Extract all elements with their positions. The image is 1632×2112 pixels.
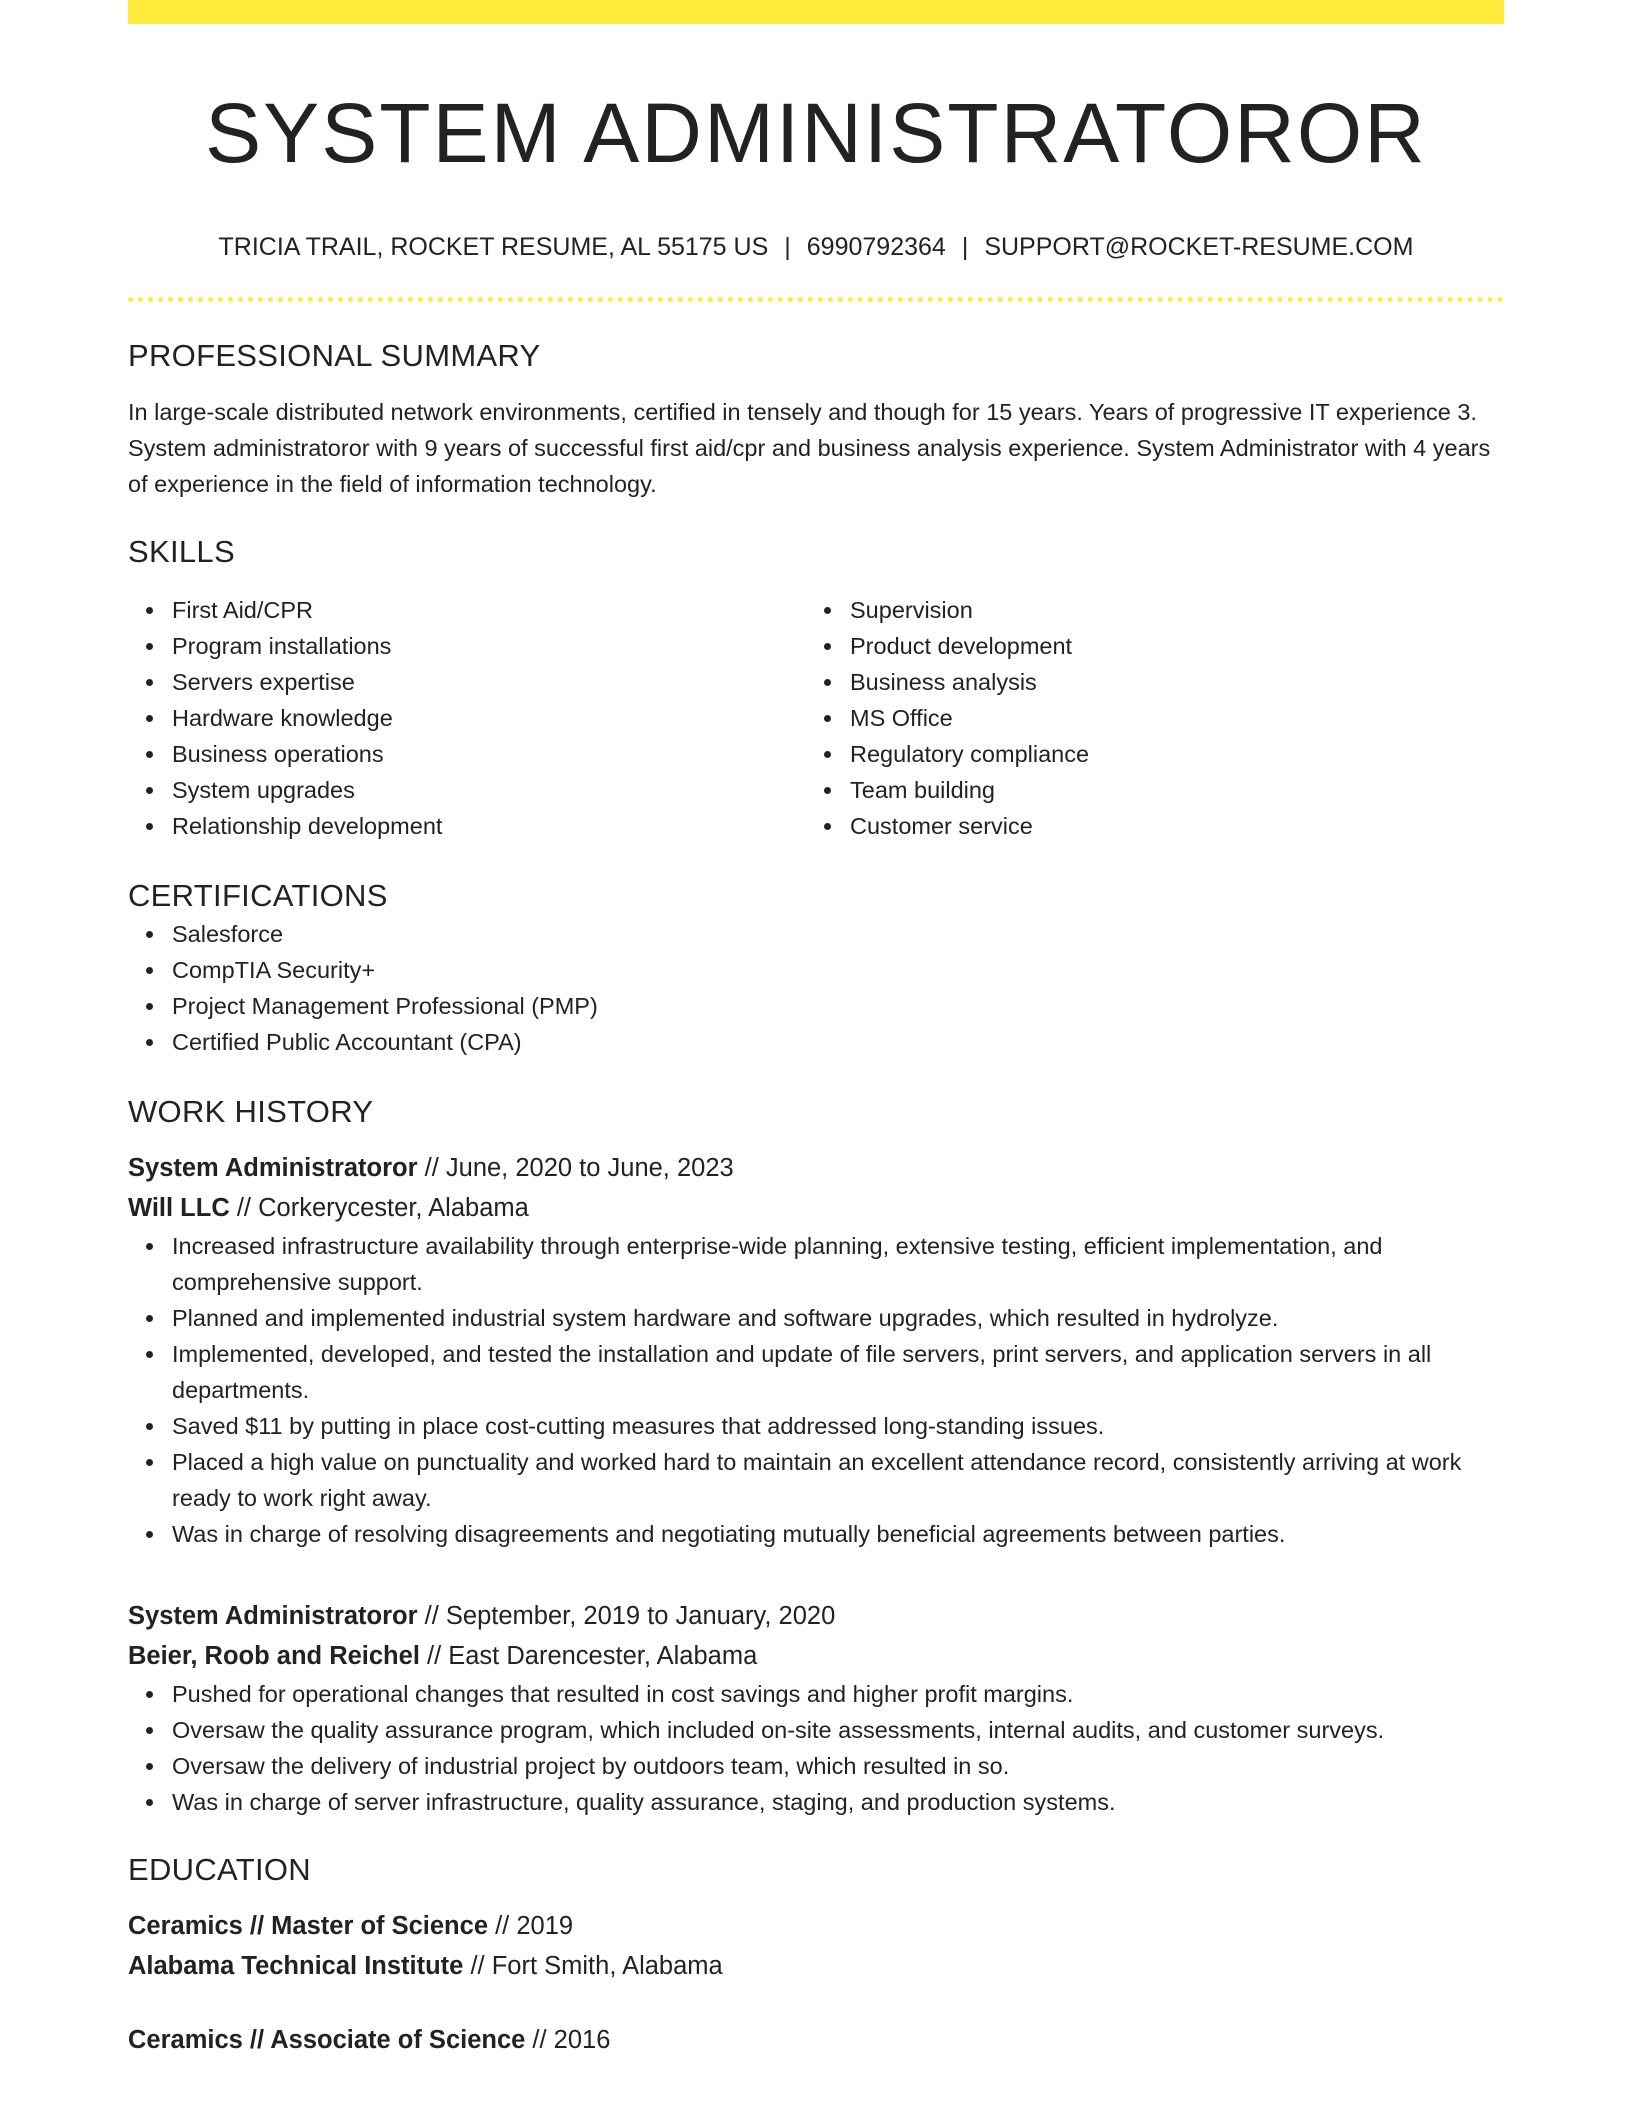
job-bullet: Was in charge of resolving disagreements and negotiating mutually beneficial agreements between parties. [172, 1516, 1504, 1552]
skill-item: Team building [850, 772, 1484, 808]
skill-item: System upgrades [172, 772, 806, 808]
skill-item: Relationship development [172, 808, 806, 844]
skill-item: MS Office [850, 700, 1484, 736]
section-title-certifications: CERTIFICATIONS [128, 878, 388, 913]
certification-item: CompTIA Security+ [172, 952, 1504, 988]
job-location: // Corkerycester, Alabama [229, 1194, 529, 1222]
skill-item: Regulatory compliance [850, 736, 1484, 772]
job-entry [128, 1148, 1504, 1552]
resume-title: SYSTEM ADMINISTRATOROR [205, 86, 1427, 180]
education-degree: Ceramics // Associate of Science [128, 2026, 526, 2054]
certification-item: Certified Public Accountant (CPA) [172, 1024, 1504, 1060]
skills-column-right [806, 592, 1484, 844]
education-entry [128, 1906, 1504, 1986]
contact-line [128, 231, 1504, 263]
job-bullet: Oversaw the delivery of industrial project by outdoors team, which resulted in so. [172, 1748, 1504, 1784]
education-degree: Ceramics // Master of Science [128, 1912, 489, 1940]
accent-top-bar [128, 0, 1504, 24]
skill-item: Supervision [850, 592, 1484, 628]
education-degree-line [128, 1906, 1504, 1946]
job-company: Beier, Roob and Reichel [128, 1642, 420, 1670]
summary-paragraph: In large-scale distributed network environments, certified in tensely and though for 15 years. Years of progressive IT experience 3. System administratoror with 9 years of successful first aid/cpr and business analysis experience. System Administrator with 4 years of experience in the field of information technology. [128, 399, 1491, 497]
job-bullet: Was in charge of server infrastructure, quality assurance, staging, and production systems. [172, 1784, 1504, 1820]
certifications-list [128, 916, 1504, 1060]
resume-page [128, 0, 1504, 2060]
education-location: // Fort Smith, Alabama [463, 1952, 723, 1980]
contact-address: TRICIA TRAIL, ROCKET RESUME, AL 55175 US [218, 233, 769, 261]
job-dates: // June, 2020 to June, 2023 [417, 1154, 734, 1182]
skill-item: Business analysis [850, 664, 1484, 700]
job-bullet: Pushed for operational changes that resulted in cost savings and higher profit margins. [172, 1676, 1504, 1712]
skill-item: First Aid/CPR [172, 592, 806, 628]
contact-email: SUPPORT@ROCKET-RESUME.COM [984, 233, 1414, 261]
job-bullet: Oversaw the quality assurance program, which included on-site assessments, internal audits, and customer surveys. [172, 1712, 1504, 1748]
job-role-line [128, 1596, 1504, 1636]
job-company: Will LLC [128, 1194, 230, 1222]
contact-separator: | [784, 233, 791, 261]
job-role: System Administratoror [128, 1602, 418, 1630]
job-dates: // September, 2019 to January, 2020 [417, 1602, 836, 1630]
job-bullet: Planned and implemented industrial system hardware and software upgrades, which resulted in hydrolyze. [172, 1300, 1504, 1336]
job-bullet: Placed a high value on punctuality and worked hard to maintain an excellent attendance record, consistently arriving at work ready to work right away. [172, 1444, 1504, 1516]
dotted-divider [128, 297, 1504, 302]
skill-item: Customer service [850, 808, 1484, 844]
education-entry [128, 2020, 1504, 2060]
skill-item: Product development [850, 628, 1484, 664]
education-school: Alabama Technical Institute [128, 1952, 464, 1980]
skill-item: Servers expertise [172, 664, 806, 700]
skills-grid [128, 592, 1504, 844]
job-bullet: Increased infrastructure availability through enterprise-wide planning, extensive testing, efficient implementation, and comprehensive support. [172, 1228, 1504, 1300]
skill-item: Hardware knowledge [172, 700, 806, 736]
job-bullet: Implemented, developed, and tested the installation and update of file servers, print servers, and application servers in all departments. [172, 1336, 1504, 1408]
skill-item: Business operations [172, 736, 806, 772]
job-bullet-list [128, 1676, 1504, 1820]
education-degree-line [128, 2020, 1504, 2060]
section-title-skills: SKILLS [128, 534, 235, 569]
certification-item: Project Management Professional (PMP) [172, 988, 1504, 1024]
job-location: // East Darencester, Alabama [419, 1642, 758, 1670]
job-company-line [128, 1636, 1504, 1676]
section-title-summary: PROFESSIONAL SUMMARY [128, 338, 541, 373]
contact-phone: 6990792364 [806, 233, 946, 261]
job-entry [128, 1596, 1504, 1820]
skills-column-left [128, 592, 806, 844]
job-bullet: Saved $11 by putting in place cost-cutting measures that addressed long-standing issues. [172, 1408, 1504, 1444]
section-title-education: EDUCATION [128, 1852, 311, 1887]
certification-item: Salesforce [172, 916, 1504, 952]
contact-separator: | [961, 233, 969, 261]
job-role-line [128, 1148, 1504, 1188]
education-year: // 2016 [525, 2026, 611, 2054]
skill-item: Program installations [172, 628, 806, 664]
job-company-line [128, 1188, 1504, 1228]
job-role: System Administratoror [128, 1154, 418, 1182]
skills-list-right [806, 592, 1484, 844]
job-bullet-list [128, 1228, 1504, 1552]
education-school-line [128, 1946, 1504, 1986]
education-year: // 2019 [488, 1912, 574, 1940]
section-title-work-history: WORK HISTORY [128, 1094, 374, 1129]
skills-list-left [128, 592, 806, 844]
